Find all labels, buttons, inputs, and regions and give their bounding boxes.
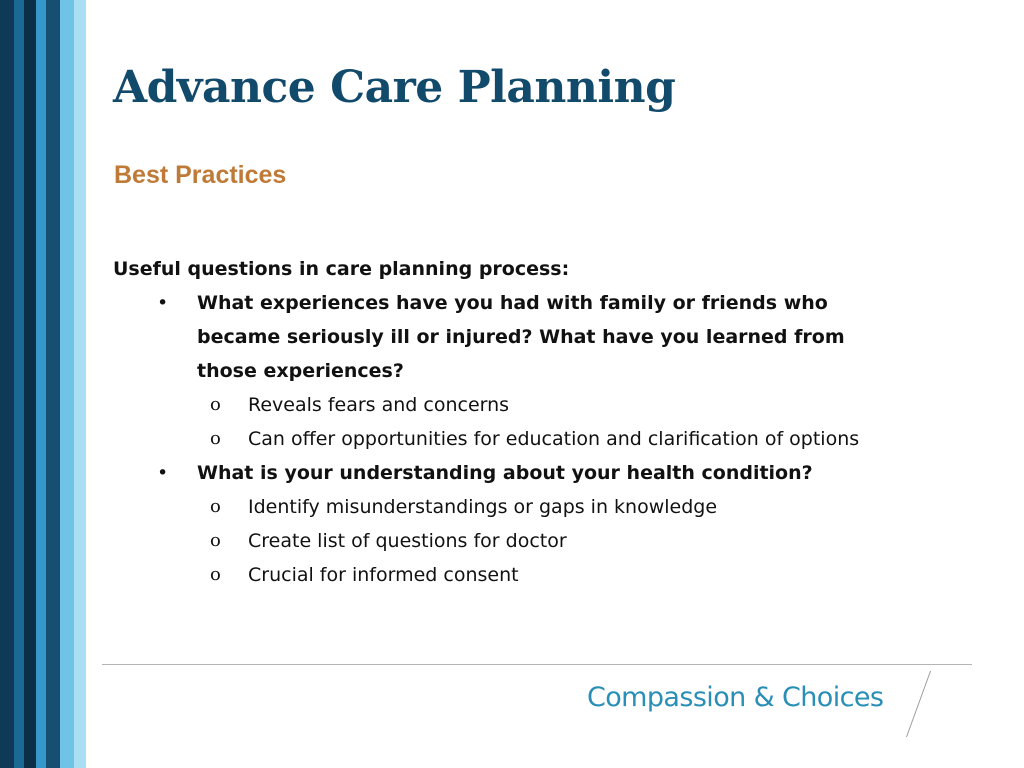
sub-bullet-marker: o: [210, 530, 221, 551]
sub-bullet-marker: o: [210, 564, 221, 585]
sub-point: [113, 388, 973, 422]
stripe: [0, 0, 14, 768]
question-text: What experiences have you had with family or friends who became seriously ill or injured? What have you learned from those experiences?: [197, 292, 845, 382]
sub-point-text: Reveals fears and concerns: [248, 394, 510, 416]
sub-point: [113, 558, 973, 592]
slide-body: [113, 252, 973, 592]
stripe: [24, 0, 36, 768]
question-bullet: [113, 286, 887, 388]
sub-point-text: Can offer opportunities for education and clarification of options: [248, 428, 860, 450]
stripe: [46, 0, 60, 768]
bullet-marker: •: [157, 292, 169, 314]
footer-divider: [102, 664, 972, 665]
sub-point-text: Crucial for informed consent: [248, 564, 519, 586]
brand-logo-text: Compassion & Choices: [587, 682, 884, 713]
sub-bullet-marker: o: [210, 496, 221, 517]
sub-bullet-marker: o: [210, 428, 221, 449]
question-bullet: [113, 456, 887, 490]
slide-title: Advance Care Planning: [113, 62, 676, 113]
stripe: [74, 0, 86, 768]
sub-point: [113, 524, 973, 558]
intro-text: Useful questions in care planning process:: [113, 258, 570, 280]
stripe: [14, 0, 24, 768]
slide-subtitle: Best Practices: [114, 161, 287, 189]
bullet-marker: •: [157, 462, 169, 484]
sub-bullet-marker: o: [210, 394, 221, 415]
footer-slash-divider: [906, 671, 931, 737]
sub-point-text: Create list of questions for doctor: [248, 530, 567, 552]
sub-point: [113, 490, 973, 524]
sub-point: [113, 422, 973, 456]
question-text: What is your understanding about your health condition?: [197, 462, 813, 484]
stripe: [60, 0, 74, 768]
stripe: [36, 0, 46, 768]
sub-point-text: Identify misunderstandings or gaps in knowledge: [248, 496, 718, 518]
decorative-side-stripes: [0, 0, 86, 768]
